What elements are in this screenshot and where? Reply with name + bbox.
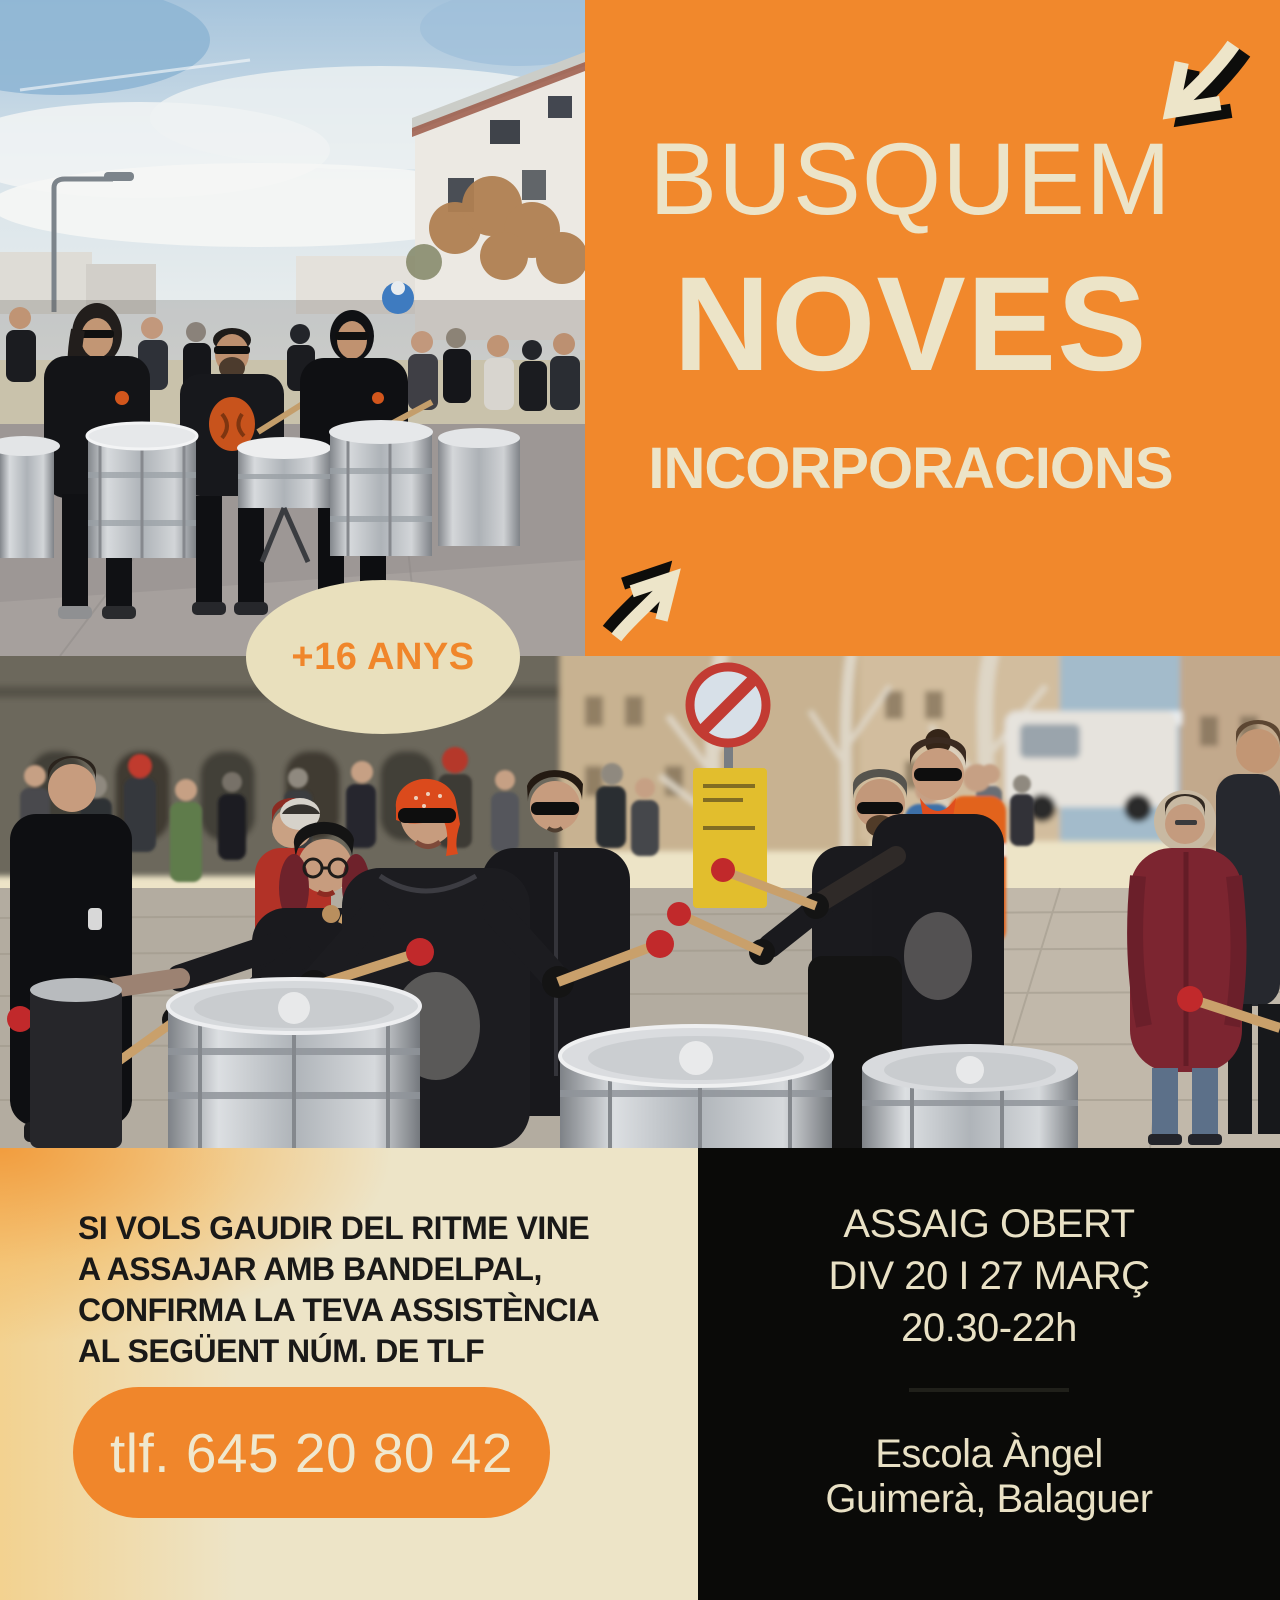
cta-text bbox=[78, 1208, 599, 1372]
age-badge-label: +16 ANYS bbox=[291, 635, 475, 678]
headline-line-2: NOVES bbox=[673, 250, 1148, 399]
divider bbox=[909, 1388, 1069, 1392]
headline-line-1: BUSQUEM bbox=[649, 122, 1172, 236]
cta-line-1: SI VOLS GAUDIR DEL RITME VINE bbox=[78, 1210, 590, 1246]
cta-panel bbox=[0, 1148, 698, 1600]
event-time: 20.30-22h bbox=[901, 1306, 1077, 1350]
photo-plaza-drummers bbox=[0, 656, 1280, 1148]
cta-line-4: AL SEGÜENT NÚM. DE TLF bbox=[78, 1333, 485, 1369]
headline-line-3: INCORPORACIONS bbox=[648, 436, 1173, 501]
event-title: ASSAIG OBERT bbox=[843, 1202, 1135, 1246]
venue-line-2: Guimerà, Balaguer bbox=[825, 1477, 1153, 1521]
phone-pill[interactable] bbox=[73, 1387, 550, 1518]
venue-line-1: Escola Àngel bbox=[875, 1432, 1103, 1476]
cta-line-2: A ASSAJAR AMB BANDELPAL, bbox=[78, 1251, 542, 1287]
cta-line-3: CONFIRMA LA TEVA ASSISTÈNCIA bbox=[78, 1292, 600, 1328]
phone-number: tlf. 645 20 80 42 bbox=[110, 1421, 513, 1484]
event-panel bbox=[698, 1148, 1280, 1600]
photo-street-drum-band-image bbox=[0, 0, 585, 656]
photo-street-drum-band bbox=[0, 0, 585, 656]
arrow-up-right-icon bbox=[601, 550, 697, 648]
event-date: DIV 20 I 27 MARÇ bbox=[828, 1254, 1150, 1298]
age-badge bbox=[246, 580, 520, 734]
photo-plaza-drummers-image bbox=[0, 656, 1280, 1148]
orange-headline-panel bbox=[585, 0, 1280, 656]
